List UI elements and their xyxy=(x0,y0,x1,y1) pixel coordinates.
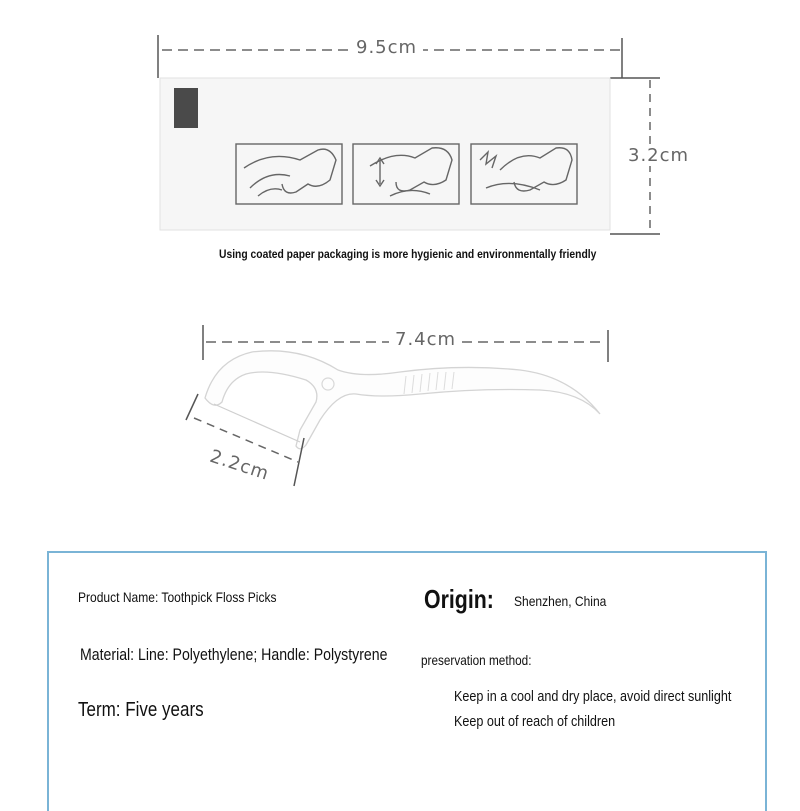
preservation-line-1: Keep in a cool and dry place, avoid direct sunlight xyxy=(454,688,732,705)
product-name: Product Name: Toothpick Floss Picks xyxy=(78,589,277,605)
preservation-label: preservation method: xyxy=(421,652,532,668)
preservation-line-2: Keep out of reach of children xyxy=(454,713,616,730)
pick-length-label: 7.4cm xyxy=(389,329,462,350)
floss-pick-body xyxy=(205,351,600,449)
shelf-term: Term: Five years xyxy=(78,699,204,721)
pick-gap-label: 2.2cm xyxy=(202,444,278,487)
package-seal-mark xyxy=(174,88,198,128)
origin-value: Shenzhen, China xyxy=(514,593,607,609)
package-height-label: 3.2cm xyxy=(622,145,695,166)
package-sachet xyxy=(160,78,610,230)
material: Material: Line: Polyethylene; Handle: Polystyrene xyxy=(80,645,388,664)
pick-gap-tick-left xyxy=(186,394,198,420)
package-width-label: 9.5cm xyxy=(350,37,423,58)
floss-line xyxy=(214,404,300,442)
package-caption: Using coated paper packaging is more hygienic and environmentally friendly xyxy=(219,247,597,261)
origin-label: Origin: xyxy=(424,584,494,614)
